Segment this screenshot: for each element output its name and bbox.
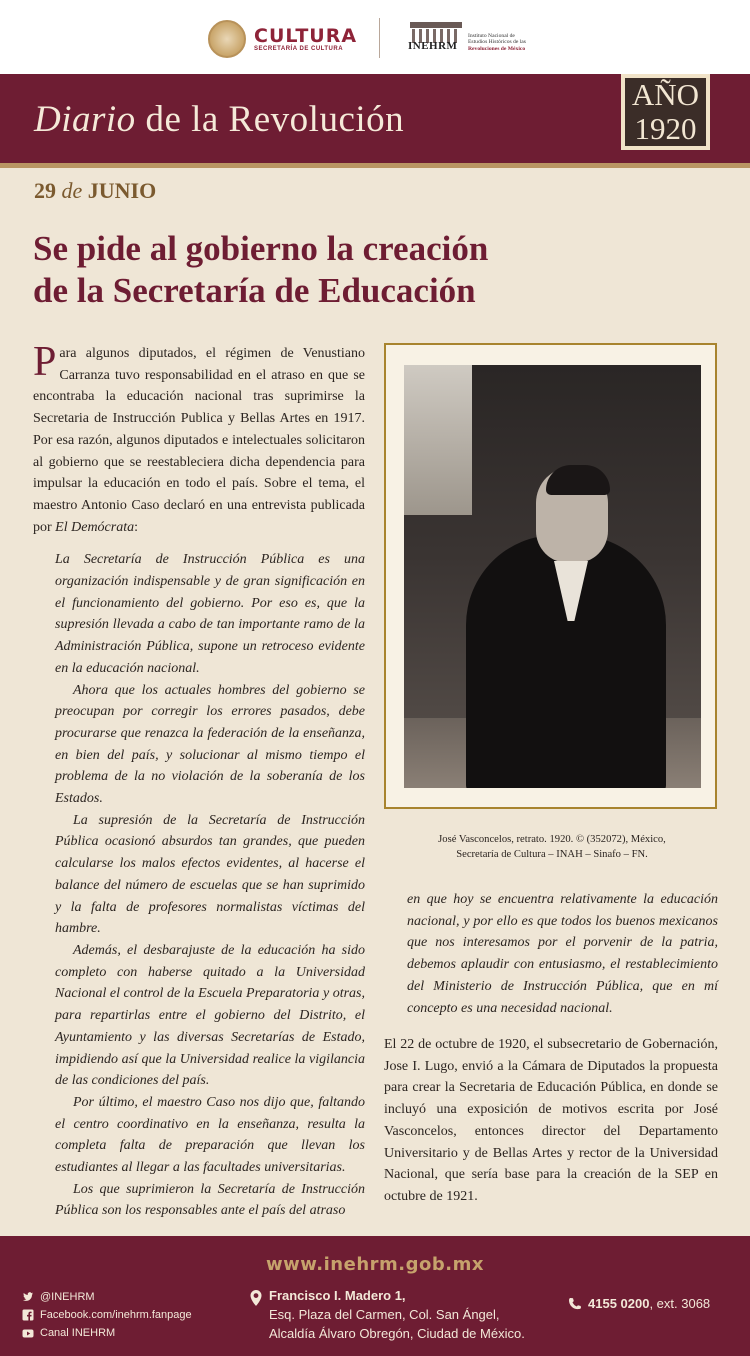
vasconcelos-portrait-photo[interactable] [404,365,701,788]
website-link[interactable]: www.inehrm.gob.mx [266,1254,484,1275]
inehrm-logo[interactable] [408,22,558,52]
article-closing: El 22 de octubre de 1920, el subsecretario de Gobernación, Jose I. Lugo, envió a la Cámara de Diputados la propuesta para crear la Secretaria de Educación Pública, en donde se incluyó una exposición de motivos escrita por José Vasconcelos, entonces director del Departamento Universitario y de Bellas Artes y rector de la Universidad Nacional, que sería base para la creación de la SEP en octubre de 1921. [384,1037,718,1204]
cultura-logo[interactable] [208,20,357,58]
publication-title: Diario de la Revolución [34,99,405,140]
cultura-subtitle: SECRETARÍA DE CULTURA [254,46,344,52]
location-pin-icon [250,1290,262,1306]
facebook-link[interactable]: Facebook.com/inehrm.fanpage [22,1306,192,1324]
year-value: 1920 [634,111,697,146]
address-street: Francisco I. Madero 1, [269,1288,406,1303]
youtube-link[interactable]: Canal INEHRM [22,1324,192,1342]
facebook-icon [22,1309,34,1321]
quote-paragraph: La Secretaría de Instrucción Pública es una organización indispensable y de gran significación en el funcionamiento del gobierno. Por eso es, que la supresión llevada a cabo de tan importante ramo de la Administración Pública, supone un retroceso evidente en la educación nacional. [55,552,365,676]
article-left-column [33,339,365,1222]
mexico-seal-icon [208,20,246,58]
inehrm-description: Instituto Nacional de Estudios Históricos de las Revoluciones de México [468,32,526,52]
quote-paragraph: La supresión de la Secretaría de Instrucción Pública ocasionó absurdos tan grandes, que pueden calcularse los malos efectos evidentes, al hacerse el balance del número de escuelas que se han suprimido y la falta de profesores normalistas víctimas del hambre. [55,812,365,937]
building-icon [408,22,464,52]
footer [0,1236,750,1356]
portrait-frame [384,343,717,809]
article-intro: Para algunos diputados, el régimen de Venustiano Carranza tuvo responsabilidad en el atraso en que se encontraba la educación nacional tras suprimirse la Secretaria de Instrucción Publica y Bellas Artes en 1917. Por esa razón, algunos diputados e intelectuales solicitaron al gobierno que se reestableciera dicha dependencia para impulsar la educación en todo el país. Sobre el tema, el maestro Antonio Caso declaró en una entrevista publicada por El Demócrata: [33,339,365,535]
address-line: Esq. Plaza del Carmen, Col. San Ángel, [269,1307,500,1322]
title-banner [0,74,750,168]
photo-caption: José Vasconcelos, retrato. 1920. © (352072), México, Secretaría de Cultura – INAH – Sinafo – FN. [438,834,666,860]
address-block [250,1286,525,1343]
quote-paragraph: Ahora que los actuales hombres del gobierno se preocupan por corregir los errores pasados, debe procurarse que renazca la federación de la enseñanza, en bien del país, y solucionar al mismo tiempo el problema de la no violación de la soberanía de los Estados. [55,682,365,807]
interview-quote [55,549,365,1222]
phone-number[interactable]: 4155 0200, ext. 3068 [568,1296,710,1311]
year-label: AÑO [631,77,700,112]
inehrm-wordmark: INEHRM [408,40,458,52]
twitter-link[interactable]: @INEHRM [22,1288,192,1306]
quote-continuation: en que hoy se encuentra relativamente la educación nacional, y por ello es que todos los buenos mexicanos que nos interesamos por el porvenir de la patria, debemos aplaudir con entusiasmo, el restablecimiento del Ministerio de Instrucción Pública, que en mí concepto es una necesidad nacional. [407,892,718,1016]
address-line: Alcaldía Álvaro Obregón, Ciudad de México. [269,1326,525,1341]
issue-date: 29 de JUNIO [34,178,157,203]
social-links [22,1288,192,1342]
logo-divider [379,18,380,58]
top-logo-bar [0,0,750,74]
cultura-name: CULTURA [254,25,358,47]
quote-paragraph: Los que suprimieron la Secretaría de Instrucción Pública son los responsables ante el país del atraso [55,1181,365,1219]
twitter-icon [22,1291,34,1303]
youtube-icon [22,1327,34,1339]
drop-cap: P [33,339,57,385]
article-headline: Se pide al gobierno la creación de la Secretaría de Educación [33,229,489,310]
quote-paragraph: Además, el desbarajuste de la educación ha sido completo con haberse quitado a la Universidad Nacional el control de la Escuela Preparatoria y otras, para repartirlas entre el gobierno del Distrito, el Ayuntamiento y las diversas Secretarías de Estado, impidiendo así que la Universidad realice la vigilancia de las condiciones del país. [55,942,365,1089]
quote-paragraph: Por último, el maestro Caso nos dijo que, faltando el centro coordinativo en la enseñanza, resulta la completa falta de preparación que llevan los estudiantes al llegar a las facultades universitarias. [55,1094,365,1176]
phone-icon [568,1297,582,1311]
year-badge [621,74,710,150]
